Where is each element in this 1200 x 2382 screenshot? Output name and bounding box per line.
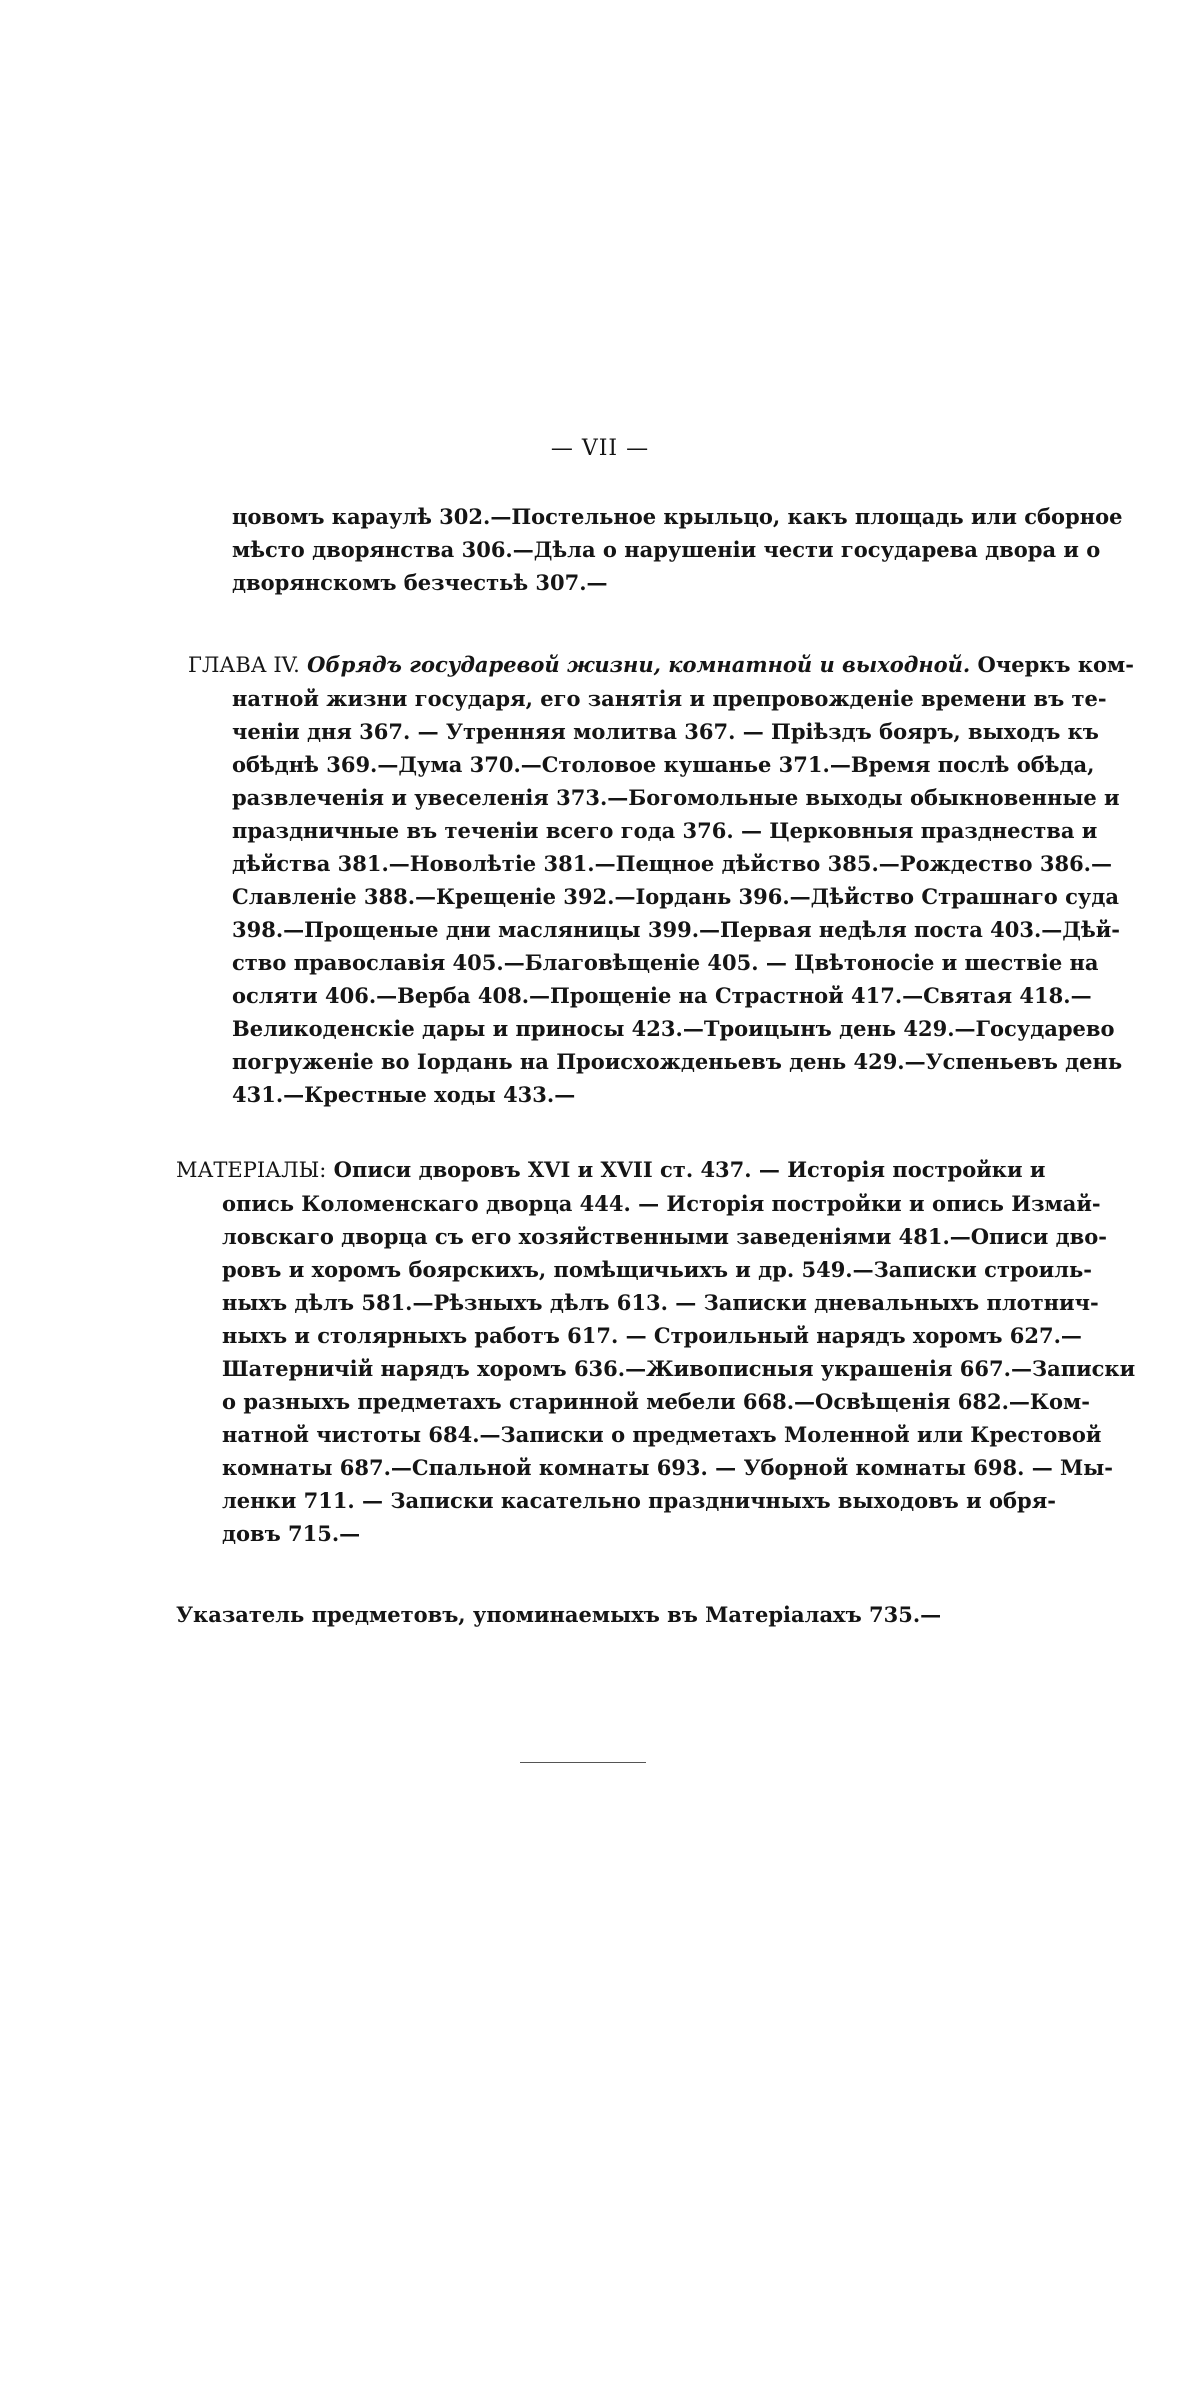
text-line: 398.—Прощеные дни масляницы 399.—Первая недѣля поста 403.—Дѣй-	[232, 917, 1121, 942]
text-line: обѣднѣ 369.—Дума 370.—Столовое кушанье 371.—Время послѣ обѣда,	[232, 752, 1095, 777]
chapter-iv-entry	[188, 648, 1134, 1111]
text-line: натной жизни государя, его занятія и препровожденіе времени въ те-	[232, 686, 1107, 711]
text-line: цовомъ караулѣ 302.—Постельное крыльцо, какъ площадь или сборное	[232, 504, 1123, 529]
chapter-first-line	[188, 648, 1134, 682]
text-line: Славленіе 388.—Крещеніе 392.—Іордань 396.—Дѣйство Страшнаго суда	[232, 884, 1119, 909]
text-line: дѣйства 381.—Новолѣтіе 381.—Пещное дѣйство 385.—Рождество 386.—	[232, 851, 1112, 876]
materials-first-line	[176, 1153, 1046, 1187]
text-line: мѣсто дворянства 306.—Дѣла о нарушеніи чести государева двора и о	[232, 537, 1101, 562]
text-line: натной чистоты 684.—Записки о предметахъ Моленной или Крестовой	[222, 1422, 1102, 1447]
text-line: дворянскомъ безчестьѣ 307.—	[232, 570, 608, 595]
text-line: ровъ и хоромъ боярскихъ, помѣщичьихъ и др. 549.—Записки строиль-	[222, 1257, 1092, 1282]
chapter-title: Обрядъ государевой жизни, комнатной и выходной.	[307, 652, 971, 677]
text-line: осляти 406.—Верба 408.—Прощеніе на Страстной 417.—Святая 418.—	[232, 983, 1092, 1008]
text-line: развлеченія и увеселенія 373.—Богомольные выходы обыкновенные и	[232, 785, 1120, 810]
closing-rule	[520, 1762, 646, 1763]
materials-entry	[176, 1153, 1136, 1550]
text-line: 431.—Крестные ходы 433.—	[232, 1082, 576, 1107]
text-line: ленки 711. — Записки касательно праздничныхъ выходовъ и обря-	[222, 1488, 1056, 1513]
index-entry	[176, 1598, 942, 1631]
text-line: Шатерничій нарядъ хоромъ 636.—Живописныя украшенія 667.—Записки	[222, 1356, 1136, 1381]
text-line: ловскаго дворца съ его хозяйственными заведеніями 481.—Описи дво-	[222, 1224, 1107, 1249]
materials-label: МАТЕРІАЛЫ:	[176, 1158, 327, 1182]
text-line: о разныхъ предметахъ старинной мебели 668.—Освѣщенія 682.—Ком-	[222, 1389, 1090, 1414]
chapter-label: ГЛАВА IV.	[188, 653, 300, 677]
text-line: довъ 715.—	[222, 1521, 361, 1546]
text-line: ство православія 405.—Благовѣщеніе 405. — Цвѣтоносіе и шествіе на	[232, 950, 1099, 975]
continuation-paragraph	[232, 500, 1123, 599]
chapter-first-line-rest: Очеркъ ком-	[977, 652, 1134, 677]
materials-first-line-rest: Описи дворовъ XVI и XVII ст. 437. — Исторія постройки и	[333, 1157, 1046, 1182]
text-line: опись Коломенскаго дворца 444. — Исторія постройки и опись Измай-	[222, 1191, 1101, 1216]
page-number-header: — VII —	[550, 436, 650, 461]
text-line: ныхъ и столярныхъ работъ 617. — Строильный нарядъ хоромъ 627.—	[222, 1323, 1082, 1348]
text-line: ченіи дня 367. — Утренняя молитва 367. — Пріѣздъ бояръ, выходъ къ	[232, 719, 1099, 744]
text-line: погруженіе во Іордань на Происхожденьевъ день 429.—Успеньевъ день	[232, 1049, 1123, 1074]
index-line: Указатель предметовъ, упоминаемыхъ въ Матеріалахъ 735.—	[176, 1602, 942, 1627]
text-line: Великоденскіе дары и приносы 423.—Троицынъ день 429.—Государево	[232, 1016, 1115, 1041]
text-line: комнаты 687.—Спальной комнаты 693. — Уборной комнаты 698. — Мы-	[222, 1455, 1114, 1480]
text-line: ныхъ дѣлъ 581.—Рѣзныхъ дѣлъ 613. — Записки дневальныхъ плотнич-	[222, 1290, 1099, 1315]
text-line: праздничные въ теченіи всего года 376. — Церковныя празднества и	[232, 818, 1098, 843]
